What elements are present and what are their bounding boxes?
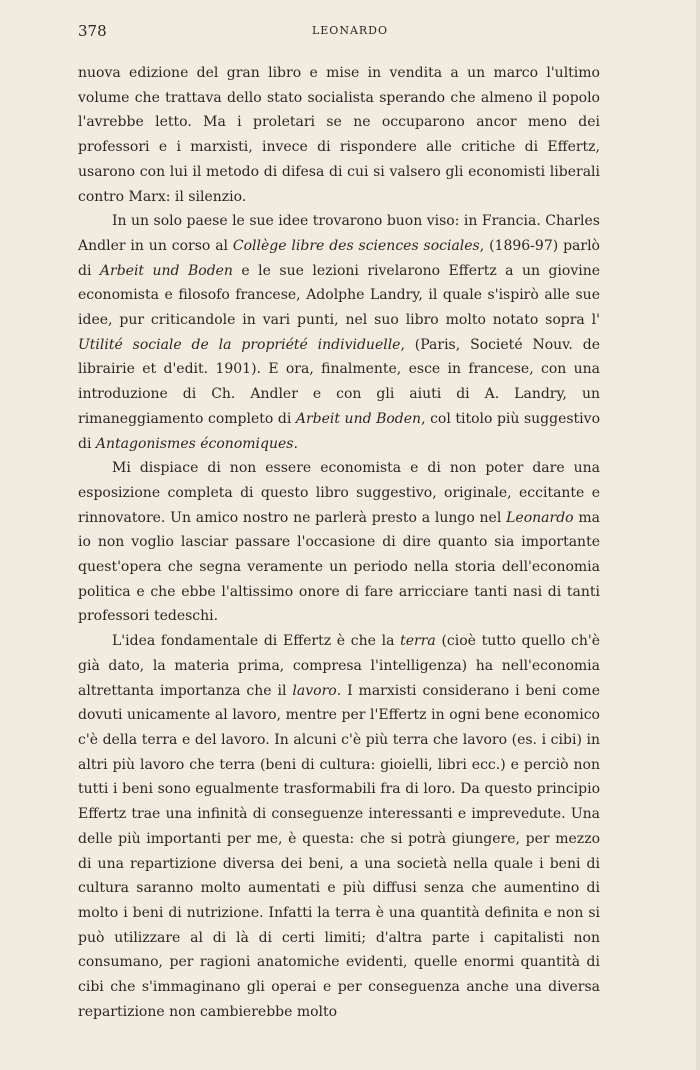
running-head <box>78 22 622 42</box>
paragraph <box>78 209 600 456</box>
text-run: , (Paris, Societé Nouv. de librairie et d'edit. 1901). E ora, finalmente, esce in francese, con una introduzione di Ch. Andler e con gli aiuti di A. Landry, un rimaneggiamento completo di <box>78 336 600 427</box>
italic-text-run: Leonardo <box>506 509 574 526</box>
text-run: (cioè tutto quello ch'è già dato, la materia prima, compresa l'intelligenza) ha nell'economia altrettanta importanza che il <box>78 633 600 699</box>
paragraph <box>78 456 600 629</box>
text-run: . <box>293 435 298 452</box>
text-run: . I marxisti considerano i beni come dovuti unicamente al lavoro, mentre per l'Effertz in ogni bene economico c'è della terra e del lavoro. In alcuni c'è più terra che lavoro (es. i cibi) in altri più lavoro che terra (beni di cultura: gioielli, libri ecc.) e perciò non tutti i beni sono egualmente trasformabili fra di loro. Da questo principio Effertz trae una infinità di conseguenze interessanti e imprevedute. Una delle più importanti per me, è questa: che si potrà giungere, per mezzo di una repartizione diversa dei beni, a una società nella quale i beni di cultura saranno molto aumentati e più diffusi senza che aumentino di molto i beni di nutrizione. Infatti la terra è una quantità definita e non si può utilizzare al di là di certi limiti; d'altra parte i capitalisti non consumano, per ragioni anatomiche evidenti, quelle enormi quantità di cibi che s'immaginano gli operai e per conseguenza anche una diversa repartizione non cambierebbe molto <box>78 682 600 1020</box>
text-run: ma io non voglio lasciar passare l'occasione di dire quanto sia importante quest'opera che segna veramente un periodo nella storia dell'economia politica e che ebbe l'altissimo onore di fare arricciare tanti nasi di tanti professori tedeschi. <box>78 509 601 625</box>
journal-title: LEONARDO <box>311 24 389 37</box>
italic-text-run: Collège libre des sciences sociales <box>232 237 480 254</box>
text-run: e le sue lezioni rivelarono Effertz a un giovine economista e filosofo francese, Adolphe Landry, il quale s'ispirò alle sue idee, pur criticandole in vari punti, nel suo libro molto notato sopra l' <box>78 262 601 329</box>
italic-text-run: terra <box>400 633 436 650</box>
page-edge <box>696 0 700 1070</box>
italic-text-run: Arbeit und Boden <box>99 262 233 279</box>
italic-text-run: Antagonismes économiques <box>95 435 294 452</box>
text-run: , (1896-97) parlò di <box>78 237 600 279</box>
italic-text-run: Arbeit und Boden <box>295 410 422 427</box>
text-run: nuova edizione del gran libro e mise in vendita a un marco l'ultimo volume che trattava dello stato socialista sperando che almeno il popolo l'avrebbe letto. Ma i proletari se ne occuparono ancor meno dei professori e i marxisti, invece di rispondere alle critiche di Effertz, usarono con lui il metodo di difesa di cui si valsero gli economisti liberali contro Marx: il silenzio. <box>78 65 600 205</box>
paragraph <box>78 629 600 1024</box>
paragraph <box>78 61 600 209</box>
text-run: Mi dispiace di non essere economista e di non poter dare una esposizione completa di questo libro suggestivo, originale, eccitante e rinnovatore. Un amico nostro ne parlerà presto a lungo nel <box>78 460 600 526</box>
text-run: L'idea fondamentale di Effertz è che la <box>112 633 401 650</box>
italic-text-run: lavoro <box>292 682 337 699</box>
body-text <box>78 61 600 1024</box>
italic-text-run: Utilité sociale de la propriété individuelle <box>78 336 401 353</box>
page-number: 378 <box>78 22 107 40</box>
text-run: , col titolo più suggestivo di <box>78 410 600 452</box>
text-run: In un solo paese le sue idee trovarono buon viso: in Francia. Charles Andler in un corso al <box>78 213 600 254</box>
